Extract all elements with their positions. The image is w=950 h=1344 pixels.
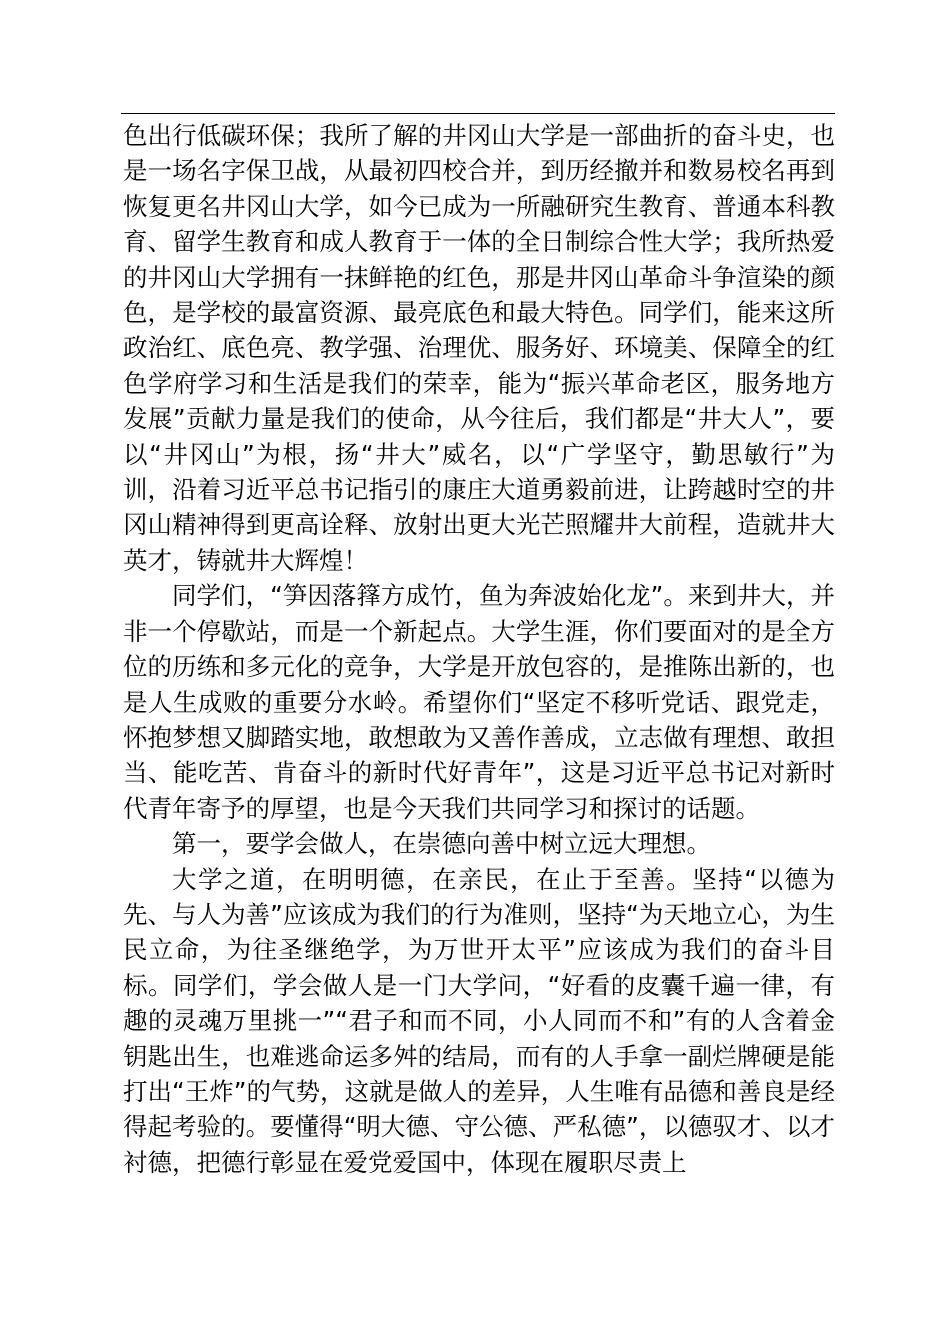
paragraph-new-starting-point: 同学们，“笋因落箨方成竹，鱼为奔波始化龙”。来到井大，并非一个停歇站，而是一个新起点。大学生涯，你们要面对的是全方位的历练和多元化的竞争，大学是开放包容的，是推陈出新的，也是人生成败的重要分水岭。希望你们“坚定不移听党话、跟党走，怀抱梦想又脚踏实地，敢想敢为又善作善成，立志做有理想、敢担当、能吃苦、肯奋斗的新时代好青年”，这是习近平总书记对新时代青年寄予的厚望，也是今天我们共同学习和探讨的话题。 [123,581,835,823]
body-text [123,118,835,1180]
paragraph-section-heading: 第一，要学会做人，在崇德向善中树立远大理想。 [172,829,711,859]
paragraph-continuation: 色出行低碳环保；我所了解的井冈山大学是一部曲折的奋斗史，也是一场名字保卫战，从最初四校合并，到历经撤并和数易校名再到恢复更名井冈山大学，如今已成为一所融研究生教育、普通本科教育、留学生教育和成人教育于一体的全日制综合性大学；我所热爱的井冈山大学拥有一抹鲜艳的红色，那是井冈山革命斗争渲染的颜色，是学校的最富资源、最亮底色和最大特色。同学们，能来这所政治红、底色亮、教学强、治理优、服务好、环境美、保障全的红色学府学习和生活是我们的荣幸，能为“振兴革命老区，服务地方发展”贡献力量是我们的使命，从今往后，我们都是“井大人”，要以“井冈山”为根，扬“井大”威名，以“广学坚守，勤思敏行”为训，沿着习近平总书记指引的康庄大道勇毅前进，让跨越时空的井冈山精神得到更高诠释、放射出更大光芒照耀井大前程，造就井大英才，铸就井大辉煌！ [123,121,835,575]
paragraph-morality: 大学之道，在明明德，在亲民，在止于至善。坚持“以德为先、与人为善”应该成为我们的行为准则，坚持“为天地立心，为生民立命，为往圣继绝学，为万世开太平”应该成为我们的奋斗目标。同学们，学会做人是一门大学问，“好看的皮囊千遍一律，有趣的灵魂万里挑一”“君子和而不同，小人同而不和”有的人含着金钥匙出生，也难逃命运多舛的结局，而有的人手拿一副烂牌硬是能打出“王炸”的气势，这就是做人的差异，人生唯有品德和善良是经得起考验的。要懂得“明大德、守公德、严私德”，以德驭才、以才衬德，把德行彰显在爱党爱国中，体现在履职尽责上 [123,864,835,1177]
header-rule [121,113,835,114]
